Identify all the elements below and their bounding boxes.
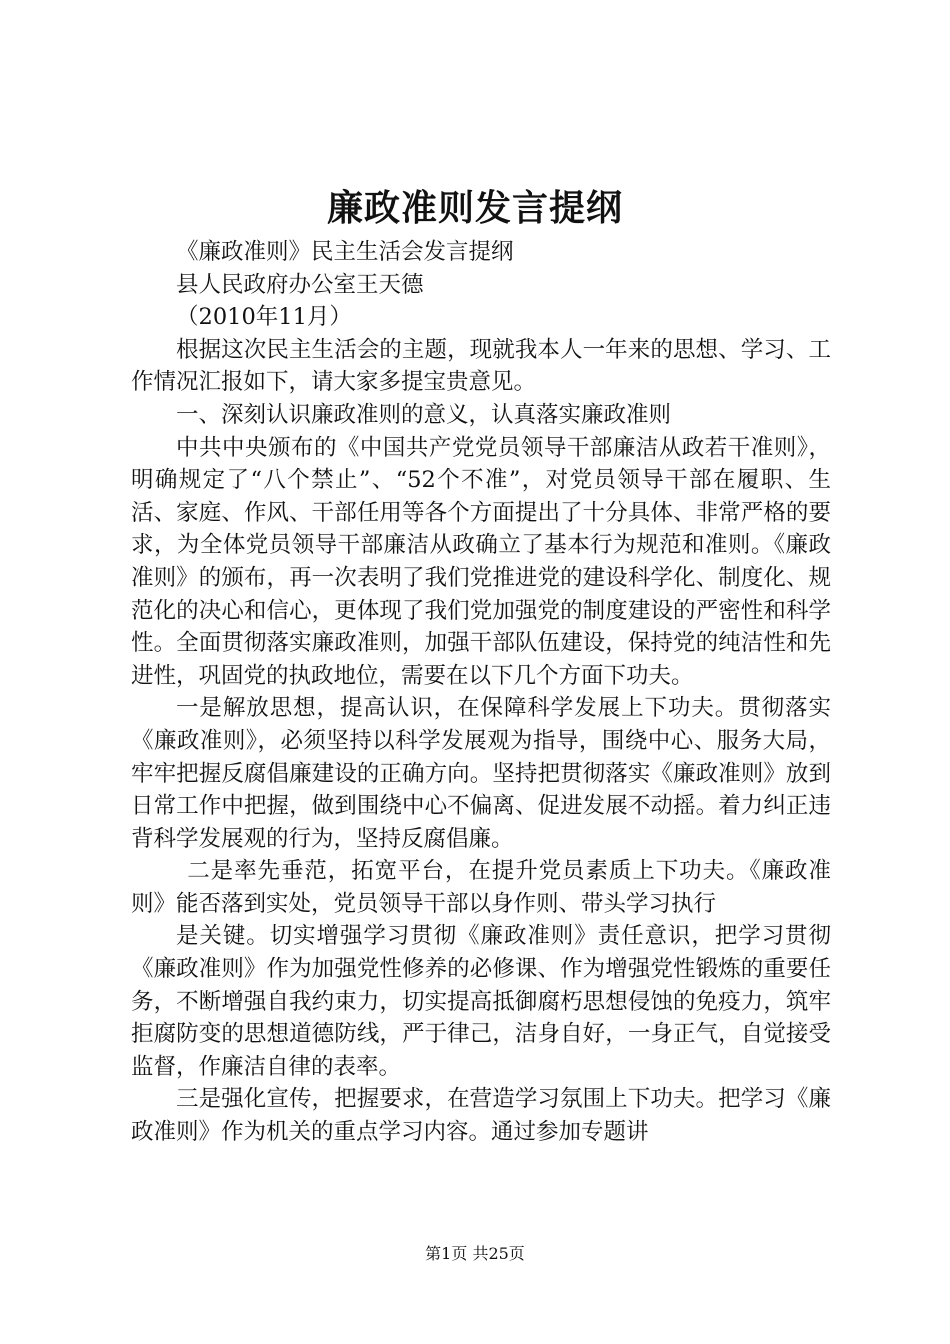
intro-paragraph: 根据这次民主生活会的主题，现就我本人一年来的思想、学习、工作情况汇报如下，请大家多提宝贵意见。 <box>131 336 831 396</box>
date-line: （2010年11月） <box>176 304 352 331</box>
page-footer: 第1页 共25页 <box>425 1244 525 1263</box>
body-paragraph: 三是强化宣传，把握要求，在营造学习氛围上下功夫。把学习《廉政准则》作为机关的重点学习内容。通过参加专题讲 <box>131 1086 831 1146</box>
body-paragraph: 一是解放思想，提高认识，在保障科学发展上下功夫。贯彻落实《廉政准则》，必须坚持以科学发展观为指导，围绕中心、服务大局，牢牢把握反腐倡廉建设的正确方向。坚持把贯彻落实《廉政准则》放到日常工作中把握，做到围绕中心不偏离、促进发展不动摇。着力纠正违背科学发展观的行为，坚持反腐倡廉。 <box>131 695 831 852</box>
body-paragraph: 中共中央颁布的《中国共产党党员领导干部廉洁从政若干准则》，明确规定了“八个禁止”、“52个不准”，对党员领导干部在履职、生活、家庭、作风、干部任用等各个方面提出了十分具体、非常严格的要求，为全体党员领导干部廉洁从政确立了基本行为规范和准则。《廉政准则》的颁布，再一次表明了我们党推进党的建设科学化、制度化、规范化的决心和信心，更体现了我们党加强党的制度建设的严密性和科学性。全面贯彻落实廉政准则，加强干部队伍建设，保持党的纯洁性和先进性，巩固党的执政地位，需要在以下几个方面下功夫。 <box>131 434 831 689</box>
subtitle-line: 《廉政准则》民主生活会发言提纲 <box>176 239 514 265</box>
section-heading: 一、深刻认识廉政准则的意义，认真落实廉政准则 <box>176 401 672 428</box>
body-paragraph: 是关键。切实增强学习贯彻《廉政准则》责任意识，把学习贯彻《廉政准则》作为加强党性修养的必修课、作为增强党性锻炼的重要任务，不断增强自我约束力，切实提高抵御腐朽思想侵蚀的免疫力，筑牢拒腐防变的思想道德防线，严于律己，洁身自好，一身正气，自觉接受监督，作廉洁自律的表率。 <box>131 923 831 1080</box>
body-paragraph: 二是率先垂范，拓宽平台，在提升党员素质上下功夫。《廉政准则》能否落到实处，党员领导干部以身作则、带头学习执行 <box>131 858 831 917</box>
author-line: 县人民政府办公室王天德 <box>176 271 424 298</box>
document-body <box>131 236 831 1149</box>
document-title: 廉政准则发言提纲 <box>326 187 623 229</box>
